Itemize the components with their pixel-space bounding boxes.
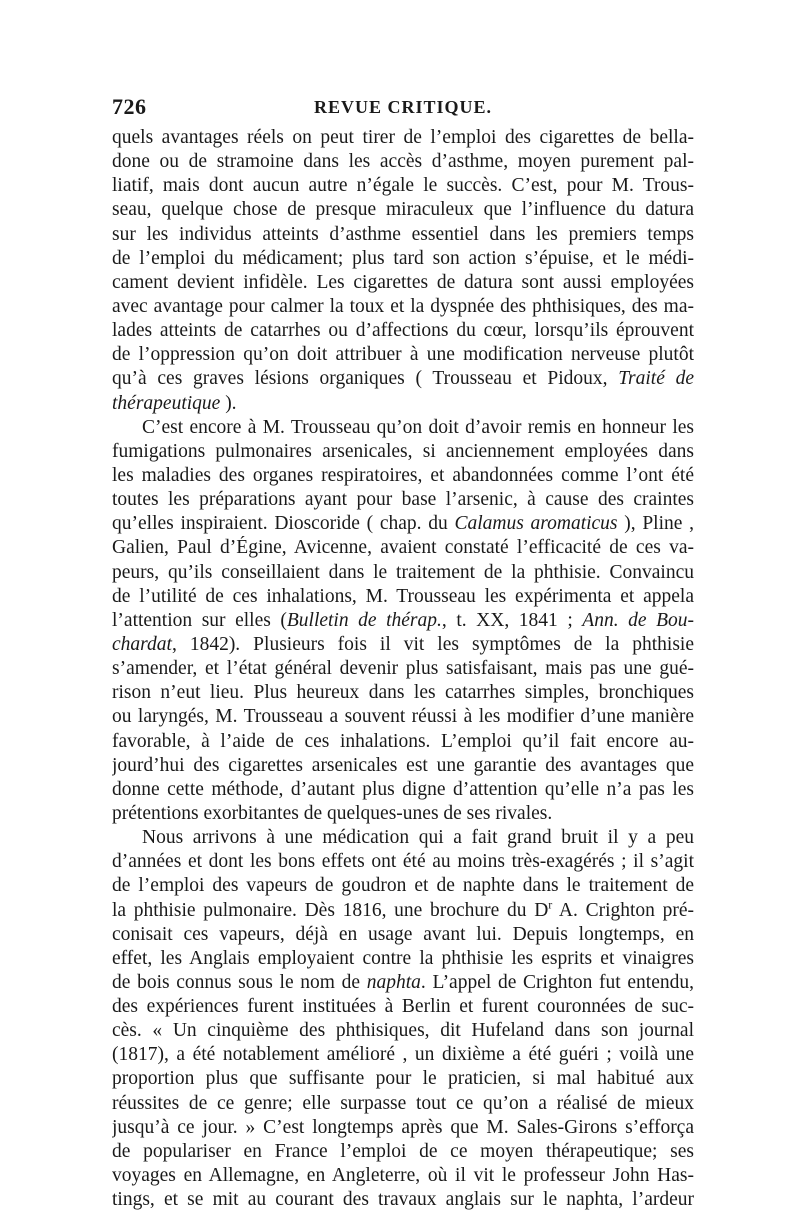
- text-line: [112, 705, 694, 729]
- text-segment: d’années et dont les bons effets ont été au moins très-exagérés ; il s’agit: [112, 851, 694, 873]
- italic-text: naphta: [366, 971, 421, 993]
- journal-title: REVUE CRITIQUE.: [313, 97, 493, 117]
- text-segment: de bois connus sous le nom de: [112, 971, 367, 993]
- text-line: [112, 923, 694, 947]
- text-segment: la phthisie pulmonaire. Dès 1816, une brochure du D: [112, 899, 549, 921]
- text-line: [112, 247, 694, 271]
- running-head: [112, 94, 694, 124]
- text-segment: , t. XX, 1841 ;: [441, 609, 583, 631]
- text-line: [112, 657, 694, 681]
- text-segment: done ou de stramoine dans les accès d’asthme, moyen purement pal-: [112, 151, 694, 173]
- text-line: [112, 1067, 694, 1091]
- text-segment: de l’emploi des vapeurs de goudron et de naphte dans le traitement de: [112, 875, 694, 897]
- text-line: [112, 1019, 694, 1043]
- text-line: [112, 223, 694, 247]
- italic-text: Ann. de Bou-: [582, 609, 694, 631]
- body-text: [112, 126, 694, 1212]
- italic-text: chardat: [112, 633, 172, 655]
- text-segment: peurs, qu’ils conseillaient dans le traitement de la phthisie. Convaincu: [112, 561, 694, 583]
- text-segment: liatif, mais dont aucun autre n’égale le succès. C’est, pour M. Trous-: [112, 175, 694, 197]
- text-segment: s’amender, et l’état général devenir plus satisfaisant, mais pas une gué-: [112, 658, 694, 680]
- italic-text: Calamus aromaticus: [454, 513, 618, 535]
- text-line: [112, 995, 694, 1019]
- text-segment: toutes les préparations ayant pour base l’arsenic, à cause des craintes: [112, 489, 694, 511]
- italic-text: thérapeutique: [112, 392, 221, 414]
- text-segment: rison n’eut lieu. Plus heureux dans les catarrhes simples, bronchiques: [112, 682, 694, 704]
- text-segment: . L’appel de Crighton fut entendu,: [420, 971, 694, 993]
- text-segment: de l’emploi du médicament; plus tard son action s’épuise, et le médi-: [112, 247, 694, 269]
- text-line: [112, 343, 694, 367]
- text-segment: effet, les Anglais employaient contre la phthisie les esprits et vinaigres: [112, 947, 694, 969]
- italic-text: Traité de: [618, 368, 694, 390]
- text-line: [112, 1164, 694, 1188]
- text-line: [112, 681, 694, 705]
- text-segment: cament devient infidèle. Les cigarettes de datura sont aussi employées: [112, 271, 694, 293]
- text-segment: ), Pline ,: [617, 513, 694, 535]
- text-line: [112, 802, 694, 826]
- text-line: [112, 1188, 694, 1212]
- text-line: [112, 1092, 694, 1116]
- text-line: [112, 730, 694, 754]
- text-line: [112, 440, 694, 464]
- text-segment: favorable, à l’aide de ces inhalations. L’emploi qu’il fait encore au-: [112, 730, 694, 752]
- text-segment: tings, et se mit au courant des travaux anglais sur le naphta, l’ardeur: [112, 1189, 694, 1211]
- text-line: [112, 295, 694, 319]
- text-line: [112, 826, 694, 850]
- text-line: [112, 609, 694, 633]
- text-line: [112, 416, 694, 440]
- text-line: [112, 271, 694, 295]
- text-segment: avec avantage pour calmer la toux et la dyspnée des phthisiques, des ma-: [112, 295, 694, 317]
- text-segment: des expériences furent instituées à Berlin et furent couronnées de suc-: [112, 996, 694, 1018]
- text-segment: de l’oppression qu’on doit attribuer à une modification nerveuse plutôt: [112, 344, 694, 366]
- text-segment: conisait ces vapeurs, déjà en usage avant lui. Depuis longtemps, en: [112, 923, 694, 945]
- text-line: [112, 536, 694, 560]
- text-line: [112, 1043, 694, 1067]
- text-segment: ou laryngés, M. Trousseau a souvent réussi à les modifier d’une manière: [112, 706, 694, 728]
- text-segment: lades atteints de catarrhes ou d’affections du cœur, lorsqu’ils éprouvent: [112, 320, 694, 342]
- text-line: [112, 971, 694, 995]
- superscript-text: r: [548, 898, 553, 911]
- text-line: [112, 392, 694, 416]
- text-segment: proportion plus que suffisante pour le praticien, si mal habitué aux: [112, 1068, 694, 1090]
- text-segment: l’attention sur elles (: [112, 609, 287, 631]
- text-segment: de populariser en France l’emploi de ce moyen thérapeutique; ses: [112, 1140, 694, 1162]
- text-segment: donne cette méthode, d’autant plus digne d’attention qu’elle n’a pas les: [112, 778, 694, 800]
- text-line: [112, 464, 694, 488]
- text-line: [112, 174, 694, 198]
- text-line: [112, 947, 694, 971]
- text-segment: Nous arrivons à une médication qui a fait grand bruit il y a peu: [142, 827, 694, 849]
- text-line: [112, 850, 694, 874]
- text-segment: sur les individus atteints d’asthme essentiel dans les premiers temps: [112, 223, 694, 245]
- text-segment: de l’utilité de ces inhalations, M. Trousseau les expérimenta et appela: [112, 585, 694, 607]
- text-segment: qu’elles inspiraient. Dioscoride ( chap. du: [112, 513, 455, 535]
- text-segment: fumigations pulmonaires arsenicales, si anciennement employées dans: [112, 440, 694, 462]
- text-segment: qu’à ces graves lésions organiques ( Trousseau et Pidoux,: [112, 368, 619, 390]
- text-segment: voyages en Allemagne, en Angleterre, où il vit le professeur John Has-: [112, 1165, 694, 1187]
- text-segment: jourd’hui des cigarettes arsenicales est une garantie des avantages que: [112, 754, 694, 776]
- text-segment: C’est encore à M. Trousseau qu’on doit d’avoir remis en honneur les: [142, 416, 694, 438]
- text-line: [112, 874, 694, 898]
- text-line: [112, 488, 694, 512]
- text-line: [112, 126, 694, 150]
- text-line: [112, 561, 694, 585]
- text-line: [112, 319, 694, 343]
- text-segment: cès. « Un cinquième des phthisiques, dit Hufeland dans son journal: [112, 1020, 694, 1042]
- text-segment: Galien, Paul d’Égine, Avicenne, avaient constaté l’efficacité de ces va-: [112, 537, 694, 559]
- text-segment: ).: [220, 392, 237, 414]
- text-segment: les maladies des organes respiratoires, et abandonnées comme l’ont été: [112, 464, 694, 486]
- text-line: [112, 198, 694, 222]
- text-line: [112, 899, 694, 923]
- text-segment: A. Crighton pré-: [552, 899, 694, 921]
- text-line: [112, 754, 694, 778]
- text-line: [112, 367, 694, 391]
- text-segment: , 1842). Plusieurs fois il vit les symptômes de la phthisie: [171, 633, 694, 655]
- text-line: [112, 633, 694, 657]
- text-segment: quels avantages réels on peut tirer de l’emploi des cigarettes de bella-: [112, 127, 694, 148]
- text-line: [112, 150, 694, 174]
- text-segment: prétentions exorbitantes de quelques-unes de ses rivales.: [112, 802, 553, 824]
- text-segment: jusqu’à ce jour. » C’est longtemps après que M. Sales-Girons s’efforça: [112, 1116, 694, 1138]
- italic-text: Bulletin de thérap.: [286, 609, 442, 631]
- text-line: [112, 512, 694, 536]
- text-line: [112, 778, 694, 802]
- page-number: 726: [112, 94, 147, 119]
- text-line: [112, 1116, 694, 1140]
- text-segment: (1817), a été notablement amélioré , un dixième a été guéri ; voilà une: [112, 1044, 694, 1066]
- text-segment: réussites de ce genre; elle surpasse tout ce qu’on a réalisé de mieux: [112, 1092, 694, 1114]
- text-line: [112, 585, 694, 609]
- text-line: [112, 1140, 694, 1164]
- text-segment: seau, quelque chose de presque miraculeux que l’influence du datura: [112, 199, 694, 221]
